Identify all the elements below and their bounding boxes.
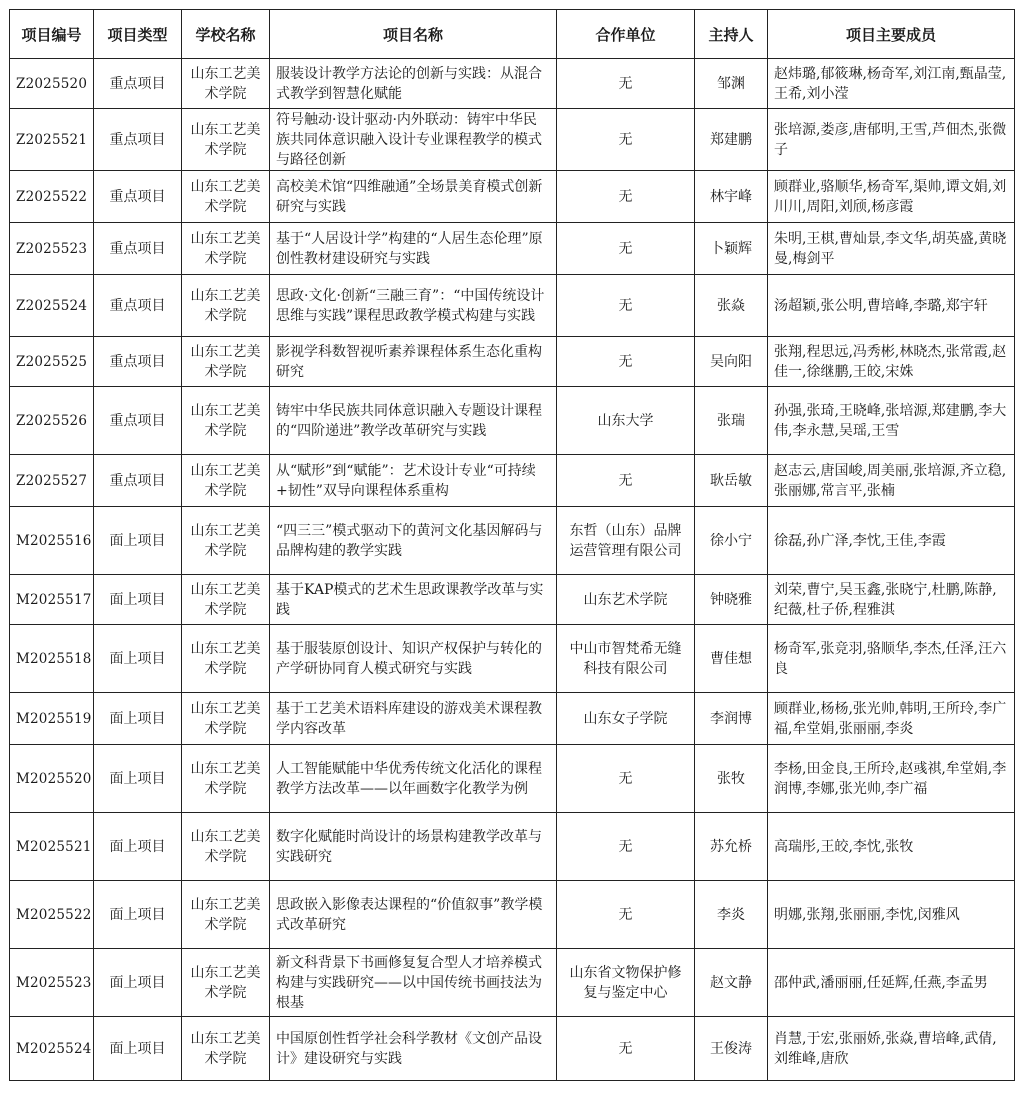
table-row <box>10 455 1015 507</box>
school-name-cell: 山东工艺美术学院 <box>182 745 270 813</box>
table-row <box>10 507 1015 575</box>
table-row <box>10 625 1015 693</box>
leader-cell: 李润博 <box>695 693 768 745</box>
project-name-cell: 人工智能赋能中华优秀传统文化活化的课程教学方法改革——以年画数字化教学为例 <box>270 745 557 813</box>
partner-cell: 无 <box>557 275 695 337</box>
members-cell: 刘荣,曹宁,吴玉鑫,张晓宁,杜鹏,陈静,纪薇,杜子侨,程雅淇 <box>768 575 1015 625</box>
project-id-cell: Z2025520 <box>10 59 94 109</box>
school-name-cell: 山东工艺美术学院 <box>182 387 270 455</box>
project-type-cell: 重点项目 <box>94 223 182 275</box>
project-type-cell: 重点项目 <box>94 59 182 109</box>
header-leader: 主持人 <box>695 10 768 59</box>
project-name-cell: 符号触动·设计驱动·内外联动：铸牢中华民族共同体意识融入设计专业课程教学的模式与路径创新 <box>270 109 557 171</box>
members-cell: 邵仲武,潘丽丽,任延辉,任燕,李孟男 <box>768 949 1015 1017</box>
partner-cell: 无 <box>557 1017 695 1081</box>
leader-cell: 林宇峰 <box>695 171 768 223</box>
partner-cell: 山东艺术学院 <box>557 575 695 625</box>
project-id-cell: M2025524 <box>10 1017 94 1081</box>
school-name-cell: 山东工艺美术学院 <box>182 575 270 625</box>
partner-cell: 无 <box>557 223 695 275</box>
leader-cell: 郑建鹏 <box>695 109 768 171</box>
table-row <box>10 171 1015 223</box>
project-name-cell: 数字化赋能时尚设计的场景构建教学改革与实践研究 <box>270 813 557 881</box>
table-row <box>10 813 1015 881</box>
project-id-cell: Z2025522 <box>10 171 94 223</box>
table-row <box>10 275 1015 337</box>
header-school-name: 学校名称 <box>182 10 270 59</box>
project-type-cell: 重点项目 <box>94 275 182 337</box>
partner-cell: 无 <box>557 745 695 813</box>
project-name-cell: 影视学科数智视听素养课程体系生态化重构研究 <box>270 337 557 387</box>
project-id-cell: Z2025523 <box>10 223 94 275</box>
table-row <box>10 949 1015 1017</box>
project-name-cell: 服装设计教学方法论的创新与实践：从混合式教学到智慧化赋能 <box>270 59 557 109</box>
project-id-cell: M2025517 <box>10 575 94 625</box>
project-type-cell: 面上项目 <box>94 1017 182 1081</box>
members-cell: 张培源,娄彦,唐郁明,王雪,芦佃杰,张微子 <box>768 109 1015 171</box>
project-type-cell: 重点项目 <box>94 171 182 223</box>
school-name-cell: 山东工艺美术学院 <box>182 1017 270 1081</box>
partner-cell: 山东大学 <box>557 387 695 455</box>
school-name-cell: 山东工艺美术学院 <box>182 223 270 275</box>
school-name-cell: 山东工艺美术学院 <box>182 171 270 223</box>
school-name-cell: 山东工艺美术学院 <box>182 881 270 949</box>
header-members: 项目主要成员 <box>768 10 1015 59</box>
partner-cell: 中山市智梵希无缝科技有限公司 <box>557 625 695 693</box>
project-name-cell: 铸牢中华民族共同体意识融入专题设计课程的“四阶递进”教学改革研究与实践 <box>270 387 557 455</box>
table-row <box>10 881 1015 949</box>
project-type-cell: 面上项目 <box>94 881 182 949</box>
project-type-cell: 重点项目 <box>94 387 182 455</box>
school-name-cell: 山东工艺美术学院 <box>182 337 270 387</box>
school-name-cell: 山东工艺美术学院 <box>182 59 270 109</box>
project-name-cell: 思政·文化·创新“三融三育”：“中国传统设计思维与实践”课程思政教学模式构建与实践 <box>270 275 557 337</box>
leader-cell: 耿岳敏 <box>695 455 768 507</box>
school-name-cell: 山东工艺美术学院 <box>182 625 270 693</box>
leader-cell: 张瑞 <box>695 387 768 455</box>
members-cell: 顾群业,骆顺华,杨奇军,渠帅,谭文娟,刘川川,周阳,刘颀,杨彦霞 <box>768 171 1015 223</box>
project-id-cell: M2025516 <box>10 507 94 575</box>
members-cell: 杨奇军,张竞羽,骆顺华,李杰,任泽,汪六良 <box>768 625 1015 693</box>
leader-cell: 邹渊 <box>695 59 768 109</box>
table-row <box>10 745 1015 813</box>
leader-cell: 张牧 <box>695 745 768 813</box>
members-cell: 肖慧,于宏,张丽娇,张焱,曹培峰,武倩,刘维峰,唐欣 <box>768 1017 1015 1081</box>
project-type-cell: 面上项目 <box>94 693 182 745</box>
members-cell: 李杨,田金良,王所玲,赵彧祺,牟堂娟,李润博,李娜,张光帅,李广福 <box>768 745 1015 813</box>
leader-cell: 曹佳想 <box>695 625 768 693</box>
table-row <box>10 337 1015 387</box>
project-type-cell: 重点项目 <box>94 337 182 387</box>
project-name-cell: 基于工艺美术语料库建设的游戏美术课程教学内容改革 <box>270 693 557 745</box>
header-project-name: 项目名称 <box>270 10 557 59</box>
members-cell: 徐磊,孙广泽,李忱,王佳,李霞 <box>768 507 1015 575</box>
project-id-cell: Z2025527 <box>10 455 94 507</box>
leader-cell: 徐小宁 <box>695 507 768 575</box>
header-project-id: 项目编号 <box>10 10 94 59</box>
table-body <box>10 59 1015 1081</box>
leader-cell: 王俊涛 <box>695 1017 768 1081</box>
school-name-cell: 山东工艺美术学院 <box>182 507 270 575</box>
members-cell: 明娜,张翔,张丽丽,李忱,闵雅风 <box>768 881 1015 949</box>
project-id-cell: Z2025525 <box>10 337 94 387</box>
project-name-cell: 从“赋形”到“赋能”：艺术设计专业“可持续+韧性”双导向课程体系重构 <box>270 455 557 507</box>
leader-cell: 李炎 <box>695 881 768 949</box>
header-partner: 合作单位 <box>557 10 695 59</box>
leader-cell: 赵文静 <box>695 949 768 1017</box>
leader-cell: 卜颖辉 <box>695 223 768 275</box>
project-name-cell: 基于服装原创设计、知识产权保护与转化的产学研协同育人模式研究与实践 <box>270 625 557 693</box>
project-name-cell: 基于KAP模式的艺术生思政课教学改革与实践 <box>270 575 557 625</box>
project-id-cell: M2025518 <box>10 625 94 693</box>
members-cell: 高瑞彤,王皎,李忱,张牧 <box>768 813 1015 881</box>
project-type-cell: 面上项目 <box>94 745 182 813</box>
members-cell: 顾群业,杨杨,张光帅,韩明,王所玲,李广福,牟堂娟,张丽丽,李炎 <box>768 693 1015 745</box>
partner-cell: 无 <box>557 109 695 171</box>
table-row <box>10 693 1015 745</box>
partner-cell: 无 <box>557 455 695 507</box>
project-name-cell: “四三三”模式驱动下的黄河文化基因解码与品牌构建的教学实践 <box>270 507 557 575</box>
partner-cell: 无 <box>557 171 695 223</box>
project-type-cell: 重点项目 <box>94 109 182 171</box>
project-id-cell: M2025521 <box>10 813 94 881</box>
table-header-row <box>10 10 1015 59</box>
project-name-cell: 中国原创性哲学社会科学教材《文创产品设计》建设研究与实践 <box>270 1017 557 1081</box>
table-row <box>10 387 1015 455</box>
leader-cell: 钟晓雅 <box>695 575 768 625</box>
school-name-cell: 山东工艺美术学院 <box>182 813 270 881</box>
members-cell: 汤超颖,张公明,曹培峰,李璐,郑宇轩 <box>768 275 1015 337</box>
table-row <box>10 575 1015 625</box>
project-type-cell: 面上项目 <box>94 507 182 575</box>
partner-cell: 无 <box>557 337 695 387</box>
school-name-cell: 山东工艺美术学院 <box>182 275 270 337</box>
project-type-cell: 面上项目 <box>94 625 182 693</box>
members-cell: 赵志云,唐国峻,周美丽,张培源,齐立稳,张丽娜,常言平,张楠 <box>768 455 1015 507</box>
project-id-cell: M2025523 <box>10 949 94 1017</box>
table-row <box>10 1017 1015 1081</box>
members-cell: 朱明,王棋,曹灿景,李文华,胡英盛,黄晓曼,梅剑平 <box>768 223 1015 275</box>
members-cell: 赵炜璐,郁筱琳,杨奇军,刘江南,甄晶莹,王希,刘小滢 <box>768 59 1015 109</box>
partner-cell: 山东省文物保护修复与鉴定中心 <box>557 949 695 1017</box>
partner-cell: 山东女子学院 <box>557 693 695 745</box>
projects-table <box>9 9 1015 1081</box>
table-row <box>10 109 1015 171</box>
project-name-cell: 基于“人居设计学”构建的“人居生态伦理”原创性教材建设研究与实践 <box>270 223 557 275</box>
partner-cell: 无 <box>557 881 695 949</box>
school-name-cell: 山东工艺美术学院 <box>182 949 270 1017</box>
school-name-cell: 山东工艺美术学院 <box>182 109 270 171</box>
project-name-cell: 新文科背景下书画修复复合型人才培养模式构建与实践研究——以中国传统书画技法为根基 <box>270 949 557 1017</box>
school-name-cell: 山东工艺美术学院 <box>182 693 270 745</box>
partner-cell: 东哲（山东）品牌运营管理有限公司 <box>557 507 695 575</box>
project-id-cell: Z2025521 <box>10 109 94 171</box>
school-name-cell: 山东工艺美术学院 <box>182 455 270 507</box>
partner-cell: 无 <box>557 59 695 109</box>
project-id-cell: Z2025526 <box>10 387 94 455</box>
table-row <box>10 59 1015 109</box>
leader-cell: 苏允桥 <box>695 813 768 881</box>
header-project-type: 项目类型 <box>94 10 182 59</box>
members-cell: 张翔,程思远,冯秀彬,林晓杰,张常霞,赵佳一,徐继鹏,王皎,宋姝 <box>768 337 1015 387</box>
project-type-cell: 面上项目 <box>94 575 182 625</box>
project-id-cell: M2025522 <box>10 881 94 949</box>
project-name-cell: 高校美术馆“四维融通”全场景美育模式创新研究与实践 <box>270 171 557 223</box>
project-type-cell: 面上项目 <box>94 949 182 1017</box>
project-id-cell: M2025519 <box>10 693 94 745</box>
table-row <box>10 223 1015 275</box>
leader-cell: 吴向阳 <box>695 337 768 387</box>
partner-cell: 无 <box>557 813 695 881</box>
leader-cell: 张焱 <box>695 275 768 337</box>
project-id-cell: M2025520 <box>10 745 94 813</box>
project-name-cell: 思政嵌入影像表达课程的“价值叙事”教学模式改革研究 <box>270 881 557 949</box>
project-type-cell: 重点项目 <box>94 455 182 507</box>
members-cell: 孙强,张琦,王晓峰,张培源,郑建鹏,李大伟,李永慧,吴瑶,王雪 <box>768 387 1015 455</box>
project-id-cell: Z2025524 <box>10 275 94 337</box>
project-type-cell: 面上项目 <box>94 813 182 881</box>
